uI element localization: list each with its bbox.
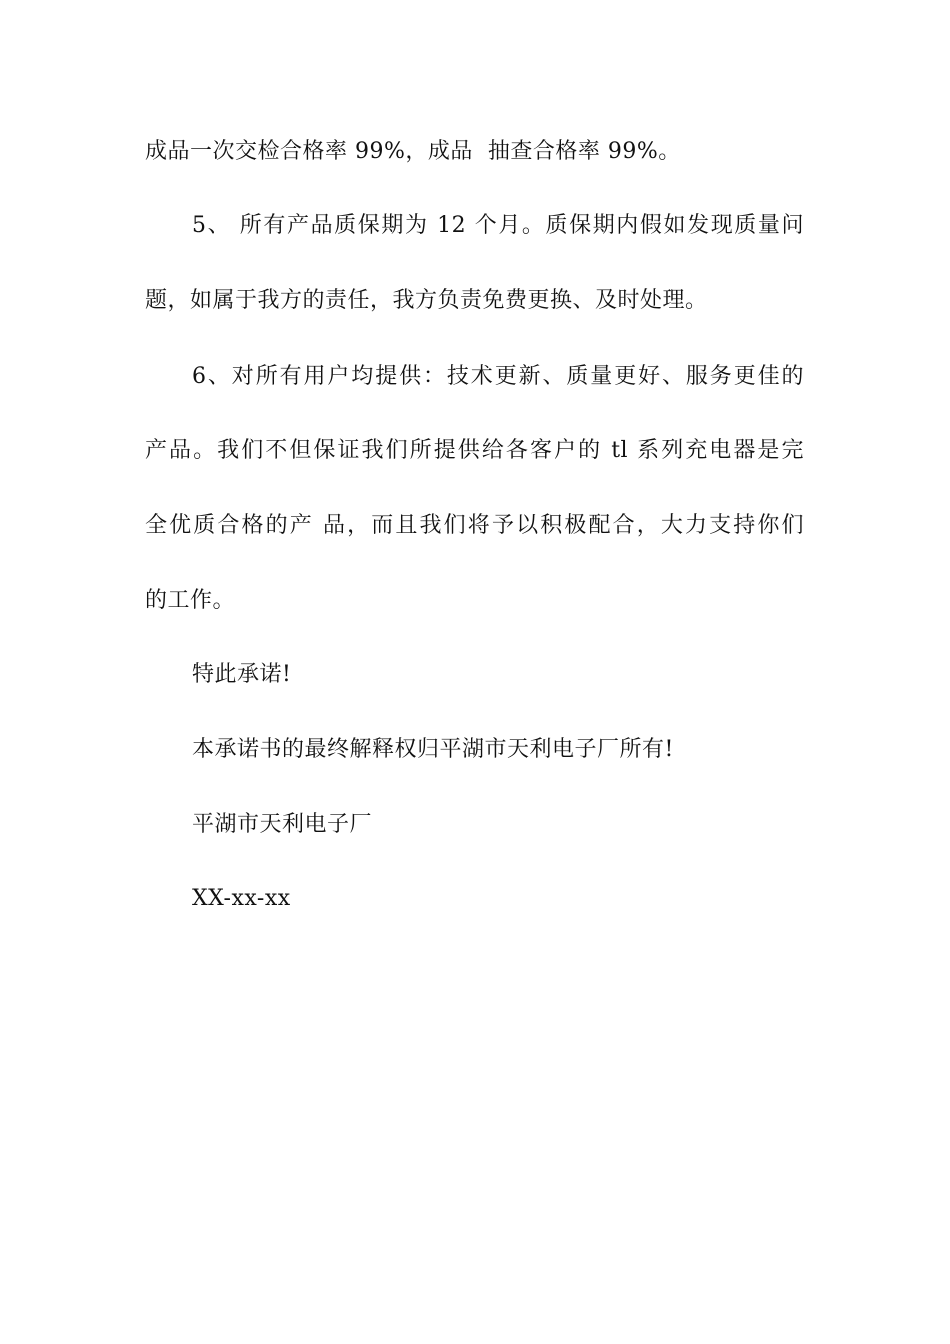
paragraph-line-5: 产品。我们不但保证我们所提供给各客户的 tl 系列充电器是完 (145, 438, 804, 463)
company-signature: 平湖市天利电子厂 (192, 812, 373, 837)
paragraph-line-3: 题，如属于我方的责任，我方负责免费更换、及时处理。 (145, 288, 708, 313)
document-date: XX-xx-xx (192, 886, 291, 911)
interpretation-rights: 本承诺书的最终解释权归平湖市天利电子厂所有! (192, 737, 674, 762)
paragraph-line-6: 全优质合格的产 品，而且我们将予以积极配合，大力支持你们 (145, 513, 804, 538)
paragraph-line-1: 成品一次交检合格率 99%，成品 抽查合格率 99%。 (145, 139, 681, 164)
paragraph-line-2: 5、 所有产品质保期为 12 个月。质保期内假如发现质量问 (192, 213, 804, 238)
paragraph-line-7: 的工作。 (145, 588, 236, 613)
closing-statement: 特此承诺! (192, 662, 292, 687)
paragraph-line-4: 6、对所有用户均提供：技术更新、质量更好、服务更佳的 (192, 364, 804, 389)
